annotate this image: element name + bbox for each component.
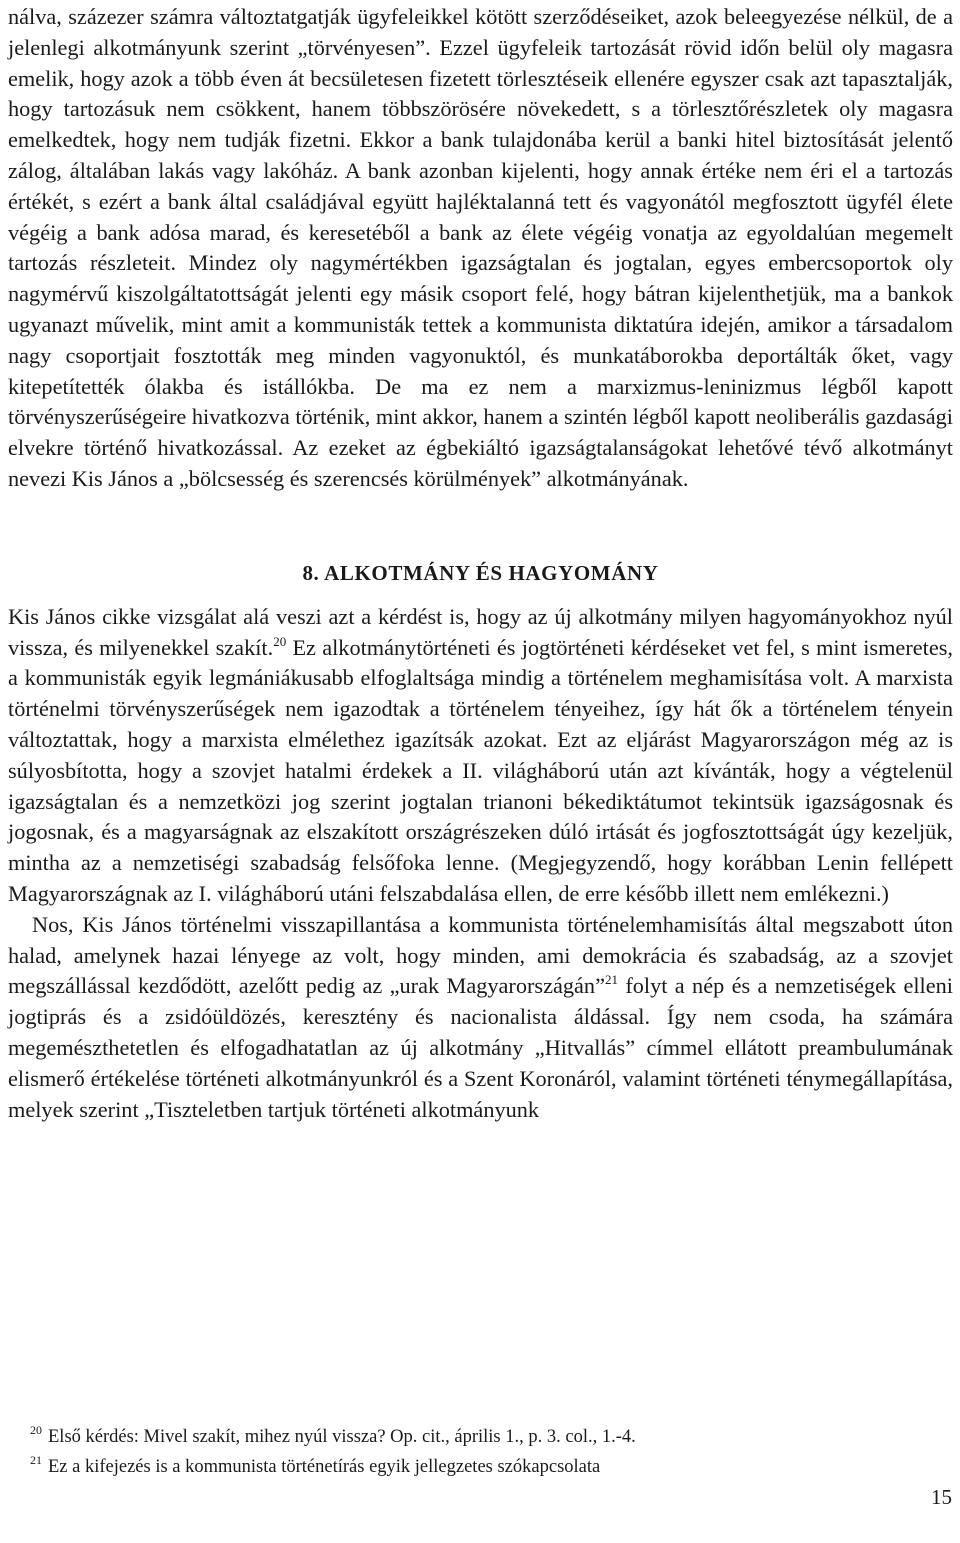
section-heading: 8. ALKOTMÁNY ÉS HAGYOMÁNY — [302, 560, 659, 585]
section-spacer-top — [8, 495, 953, 558]
paragraph-history-text-b: folyt a nép és a nemzetiségek elleni jogtiprás és a zsidóüldözés, keresztény és nacionalista áldással. Így nem csoda, ha számára megemészthetetlen és elfogadhatatlan az új alkotmány „Hitvallás” címmel ellátott preambulumának elismerő értékelése történeti alkotmányunkról és a Szent Koronáról, valamint történeti ténymegállapítása, melyek szerint „Tiszteletben tartjuk történeti alkotmányunk — [8, 973, 953, 1122]
footnote-number: 21 — [30, 1453, 42, 1467]
paragraph-banking — [8, 2, 953, 495]
paragraph-banking-text: nálva, százezer számra változtatgatják ügyfeleikkel kötött szerződéseiket, azok beleegyezése nélkül, de a jelenlegi alkotmányunk szerint „törvényesen”. Ezzel ügyfeleik tartozását rövid időn belül oly magasra emelik, hogy azok a több éven át becsületesen fizetett törlesztéseik ellenére egyszer csak azt tapasztalják, hogy tartozásuk nem csökkent, hanem többszörösére növekedett, s a törlesztőrészletek oly magasra emelkedtek, hogy nem tudják fizetni. Ekkor a bank tulajdonába kerül a banki hitel biztosítását jelentő zálog, általában lakás vagy lakóház. A bank azonban kijelenti, hogy annak értéke nem éri el a tartozás értékét, s ezért a bank által családjával együtt hajléktalanná tett és vagyonától megfosztott ügyfél élete végéig a bank adósa marad, és keresetéből a bank az élete végéig vonatja az egyoldalúan megemelt tartozás részleteit. Mindez oly nagymértékben igazságtalan és jogtalan, egyes embercsoportok oly nagymérvű kiszolgáltatottságát jelenti egy másik csoport felé, hogy bátran kijelenthetjük, ma a bankok ugyanazt művelik, mint amit a kommunisták tettek a kommunista diktatúra idején, amikor a társadalom nagy csoportjait fosztották meg minden vagyonuktól, és munkatáborokba deportálták őket, vagy kitepetítették ólakba és istállókba. De ma ez nem a marxizmus-leninizmus légből kapott törvényszerűségeire hivatkozva történik, mint akkor, hanem a szintén légből kapott neoliberális gazdasági elvekre történő hivatkozással. Az ezeket az égbekiáltó igazságtalanságokat lehetővé tévő alkotmányt nevezi Kis János a „bölcsesség és szerencsés körülmények” alkotmányának. — [8, 4, 953, 491]
page-number: 15 — [931, 1485, 952, 1509]
paragraph-tradition-text-a: Kis János cikke vizsgálat alá veszi azt a kérdést is, hogy az új alkotmány milyen hagyományokhoz nyúl vissza, és milyenekkel szakít. — [8, 603, 953, 660]
page-body — [8, 2, 953, 1125]
footnote-21 — [8, 1452, 953, 1482]
footnote-text: Ez a kifejezés is a kommunista történetírás egyik jellegzetes szókapcsolata — [48, 1457, 601, 1477]
footnotes — [8, 1422, 953, 1482]
section-spacer-bottom — [8, 588, 953, 602]
footnote-ref-20[interactable]: 20 — [273, 633, 287, 649]
paragraph-history-text-a: Nos, Kis János történelmi visszapillantása a kommunista történelemhamisítás által megszabott úton halad, amelynek hazai lényege az volt, hogy minden, ami demokrácia és szabadság, az a szovjet megszállással kezdődött, azelőtt pedig az „urak Magyarországán” — [8, 911, 953, 999]
footnote-text: Első kérdés: Mivel szakít, mihez nyúl vissza? Op. cit., április 1., p. 3. col., 1.-4. — [48, 1427, 636, 1447]
footnote-20 — [8, 1422, 953, 1452]
paragraph-tradition — [8, 602, 953, 910]
footnote-ref-21[interactable]: 21 — [604, 972, 618, 988]
paragraph-tradition-text-b: Ez alkotmánytörténeti és jogtörténeti kérdéseket vet fel, s mint ismeretes, a kommunisták egyik legmániákusabb elfoglaltsága mindig a történelem meghamisítása volt. A marxista történelmi törvényszerűségek nem igazodtak a történelem tényeihez, így hát ők a történelem tényein változtattak, hogy a marxista elmélethez igazítsák azokat. Ezt az eljárást Magyarországon még az is súlyosbította, hogy a szovjet hatalmi érdekek a II. világháború után azt kívánták, hogy a végtelenül igazságtalan és a nemzetközi jog szerint jogtalan trianoni békediktátumot tekintsük igazságosnak és jogosnak, és a magyarságnak az elszakított országrészeken dúló irtását és jogfosztottságát úgy kezeljük, mintha az a nemzetiségi szabadság felsőfoka lenne. (Megjegyzendő, hogy korábban Lenin fellépett Magyarországnak az I. világháború utáni felszabdalása ellen, de erre később illett nem emlékezni.) — [8, 634, 953, 906]
paragraph-history — [8, 910, 953, 1126]
footnote-number: 20 — [30, 1423, 42, 1437]
